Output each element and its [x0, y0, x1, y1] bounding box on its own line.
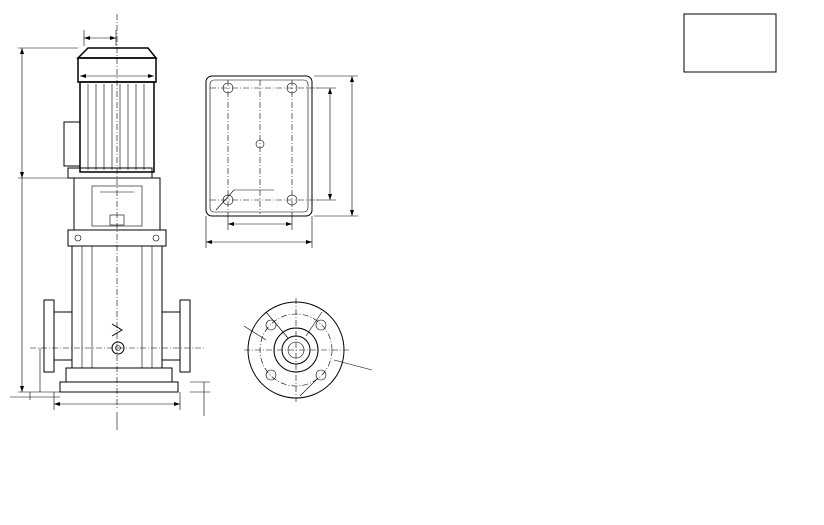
- model-info-box: [684, 14, 776, 72]
- inlet-outlet-flange-view: [244, 298, 372, 402]
- head-capacity-chart: [684, 14, 776, 72]
- e-elevation-view: [206, 76, 358, 248]
- pump-side-drawing: [10, 14, 210, 430]
